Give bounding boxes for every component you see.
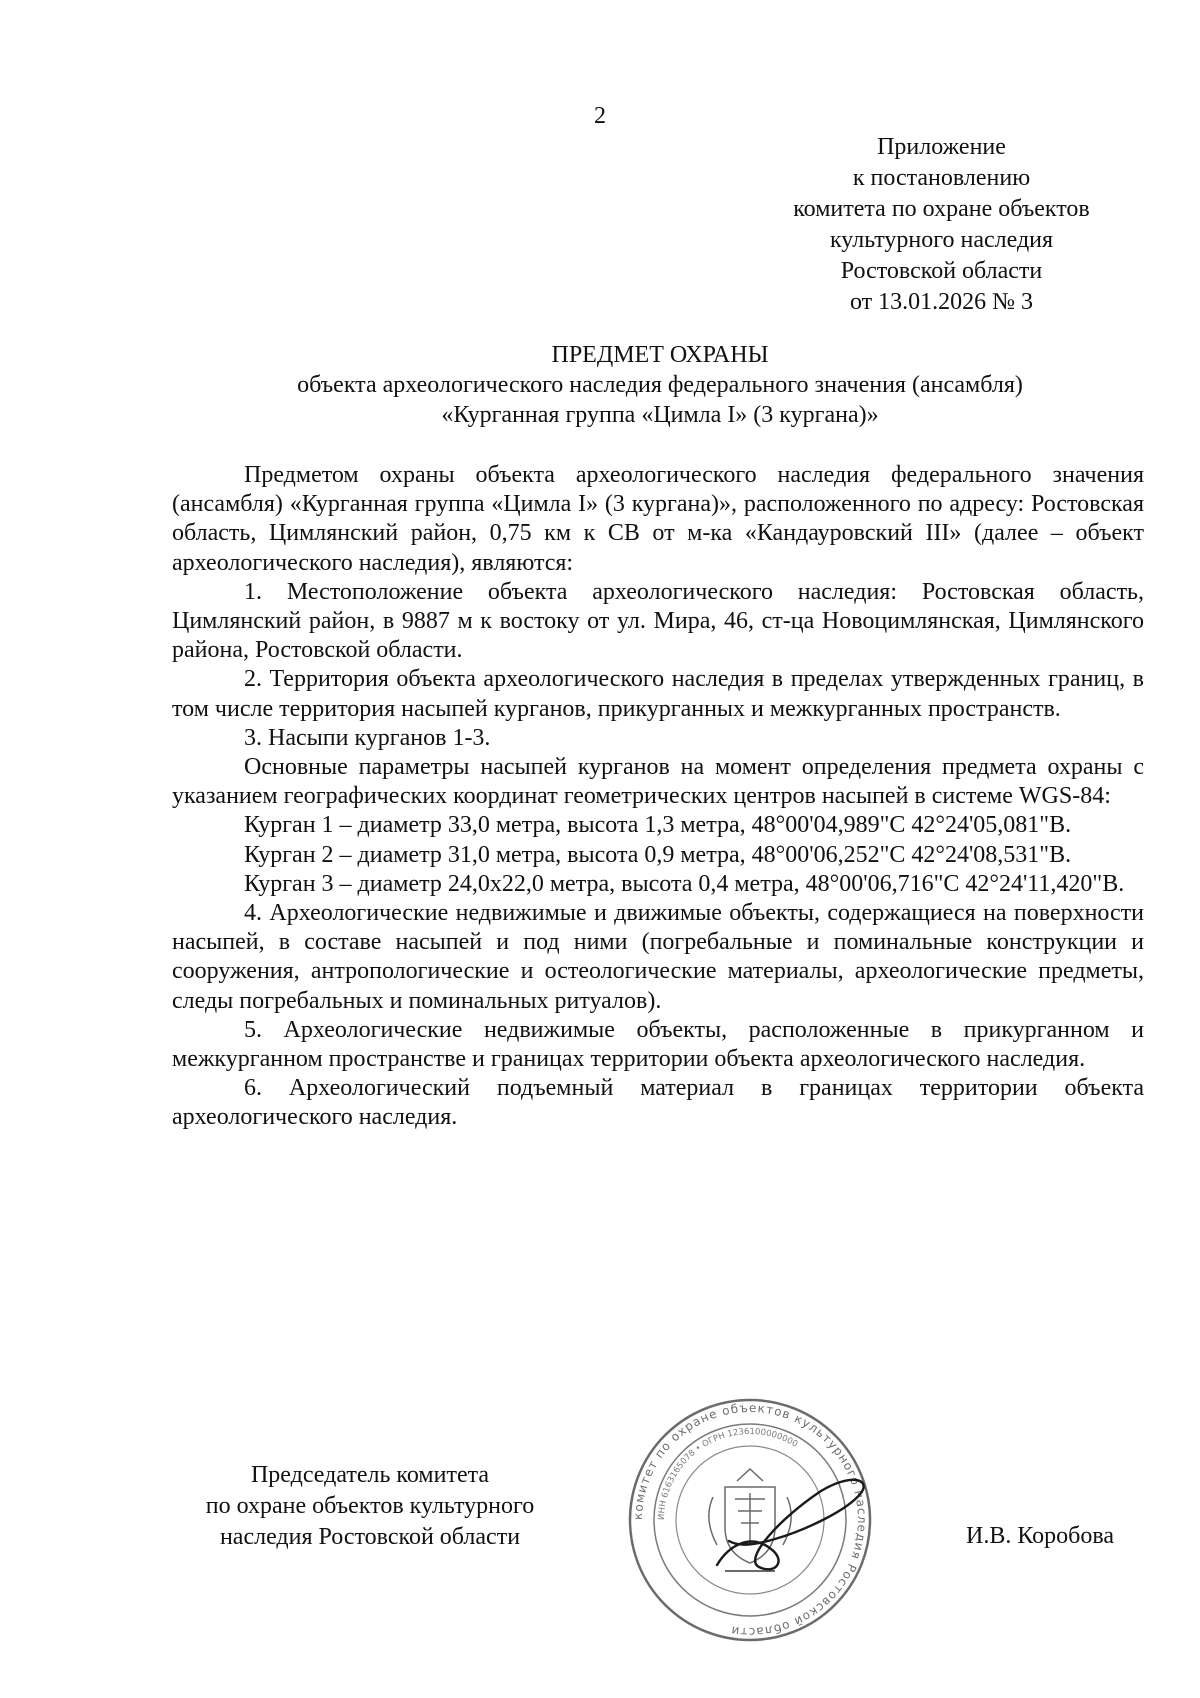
appendix-line: культурного наследия <box>829 227 1054 253</box>
coat-of-arms-icon <box>709 1469 791 1571</box>
title-subtitle: объекта археологического наследия федерального значения (ансамбля) <box>297 372 1023 398</box>
paragraph-kurgan-1: Курган 1 – диаметр 33,0 метра, высота 1,3 метра, 48°00'04,989"С 42°24'05,081"В. <box>244 812 1072 839</box>
paragraph-item-6: 6. Археологический подъемный материал в границах территории объекта археологического наследия. <box>172 1075 1144 1131</box>
title-object-name: «Курганная группа «Цимла I» (3 кургана)» <box>441 402 879 428</box>
appendix-line: комитета по охране объектов <box>793 196 1090 222</box>
appendix-line: к постановлению <box>852 165 1031 191</box>
stamp-outer-text: комитет по охране объектов культурного наследия Ростовской области <box>630 1400 870 1640</box>
appendix-line: от 13.01.2026 № 3 <box>849 289 1034 315</box>
appendix-block <box>744 132 1139 318</box>
paragraph-kurgan-2: Курган 2 – диаметр 31,0 метра, высота 0,9 метра, 48°00'06,252"С 42°24'08,531"В. <box>244 841 1072 868</box>
signatory-position-line: по охране объектов культурного <box>205 1493 535 1519</box>
paragraph-intro: Предметом охраны объекта археологического наследия федерального значения (ансамбля) «Курганная группа «Цимла I» (3 кургана)», расположенного по адресу: Ростовская область, Цимлянский район, 0,75 км к СВ от м-ка «Кандауровский III» (далее – объект археологического наследия), являются: <box>172 462 1144 576</box>
paragraph-item-3: 3. Насыпи курганов 1-3. <box>244 724 491 751</box>
paragraph-item-4: 4. Археологические недвижимые и движимые объекты, содержащиеся на поверхности насыпей, в составе насыпей и под ними (погребальные и поминальные конструкции и сооружения, антропологические и остеологические материалы, археологические предметы, следы погребальных и поминальных ритуалов). <box>172 900 1144 1014</box>
appendix-line: Ростовской области <box>840 258 1043 284</box>
signatory-position-line: Председатель комитета <box>250 1462 490 1488</box>
appendix-line: Приложение <box>877 134 1006 160</box>
paragraph-item-2: 2. Территория объекта археологического наследия в пределах утвержденных границ, в том числе территория насыпей курганов, прикурганных и межкурганных пространств. <box>172 666 1144 722</box>
stamp-inner-text: ИНН 6163165078 • ОГРН 1236100000000 <box>656 1426 800 1521</box>
document-body <box>172 461 1144 1133</box>
page-number: 2 <box>594 103 606 129</box>
title-heading: ПРЕДМЕТ ОХРАНЫ <box>551 342 769 368</box>
paragraph-parameters: Основные параметры насыпей курганов на момент определения предмета охраны с указанием географических координат геометрических центров насыпей в системе WGS-84: <box>172 754 1144 810</box>
signatory-name: И.В. Коробова <box>966 1523 1115 1549</box>
paragraph-item-5: 5. Археологические недвижимые объекты, расположенные в прикурганном и межкурганном пространстве и границах территории объекта археологического наследия. <box>172 1016 1144 1073</box>
signatory-position-line: наследия Ростовской области <box>219 1524 521 1550</box>
document-title <box>160 340 1160 430</box>
official-stamp <box>625 1395 875 1645</box>
paragraph-item-1: 1. Местоположение объекта археологического наследия: Ростовская область, Цимлянский район, в 9887 м к востоку от ул. Мира, 46, ст-ца Новоцимлянская, Цимлянского района, Ростовской области. <box>172 578 1144 664</box>
signatory-position <box>150 1460 590 1553</box>
paragraph-kurgan-3: Курган 3 – диаметр 24,0х22,0 метра, высота 0,4 метра, 48°00'06,716"С 42°24'11,420"В. <box>244 870 1125 897</box>
